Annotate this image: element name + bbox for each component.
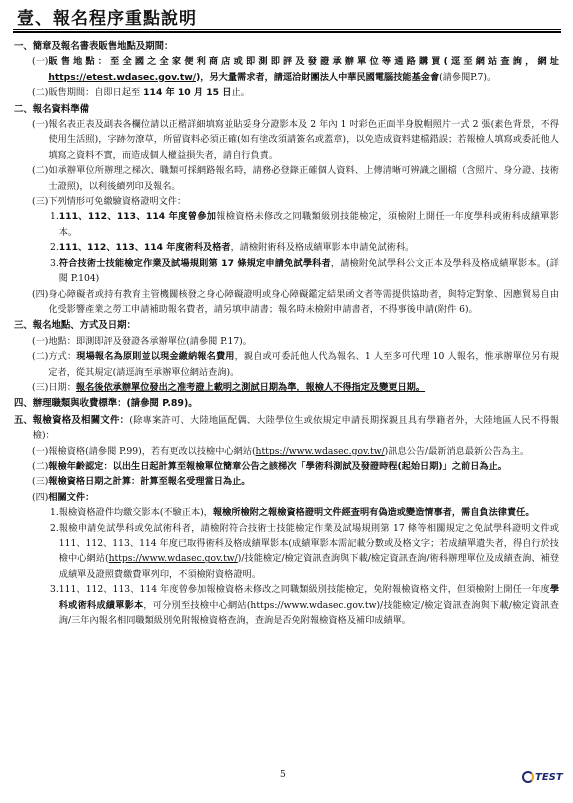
section-heading-text <box>33 396 559 411</box>
list-item <box>14 459 559 474</box>
item-text <box>59 582 559 628</box>
sub-list-item <box>14 209 559 240</box>
list-item <box>14 490 559 505</box>
section-title: 辦理職類與收費標準：(請參閱 P.89)。 <box>32 398 198 410</box>
text-run: 報名後依承辦單位發出之准考證上載明之測試日期為準，報檢人不得指定及變更日期。 <box>75 381 426 393</box>
item-text <box>48 194 559 209</box>
section-heading-text <box>33 102 559 117</box>
item-text <box>48 85 559 100</box>
title-rule-thick <box>13 31 561 33</box>
sub-list-item <box>14 256 559 287</box>
section-heading-note: (除專案許可、大陸地區配偶、大陸學位生或依規定申請長期探親且具有學籍者外，大陸地區人民不得報檢)： <box>32 414 559 442</box>
text-run: 報檢年齡認定：以出生日起計算至報檢單位簡章公告之該梯次「學術科測試及發證時程(起始日期)」之前日為止。 <box>48 460 507 472</box>
item-text <box>48 163 559 194</box>
list-item <box>14 349 559 380</box>
item-marker: (三) <box>32 476 49 488</box>
item-marker: (三) <box>32 381 49 393</box>
list-item <box>14 117 559 163</box>
item-marker: (二) <box>32 460 49 472</box>
section-marker: 五、 <box>14 414 33 426</box>
item-text <box>59 240 559 255</box>
text-run: ，親自或可委託他人代為報名、1 人至多可代理 10 人報名，惟承辦單位另有規定者，從其規定(請逕詢至承辦單位網站查詢)。 <box>48 351 560 378</box>
section-marker: 一、 <box>14 41 33 52</box>
item-marker: (三) <box>32 196 49 208</box>
text-run: ，可分別至技檢中心網站(https://www.wdasec.gov.tw)/技能檢定/檢定資訊查詢與下載/檢定資訊查詢/三年內報名相同職類級別免附報檢資格查詢，查詢是否免附報檢資格及補印成績單。 <box>58 599 559 627</box>
document-body <box>14 38 559 628</box>
list-item <box>14 287 559 318</box>
section-title: 報名資料準備 <box>32 103 90 115</box>
item-text <box>59 209 559 240</box>
list-item <box>14 54 559 85</box>
item-text <box>48 334 559 349</box>
item-text <box>48 474 559 489</box>
text-run: ，請檢附免試學科公文正本及學科及格成績單影本。(詳閱 P.104) <box>58 257 559 285</box>
text-run: 報檢所檢附之報檢資格證明文件經查明有偽造或變造情事者，需自負法律責任。 <box>212 507 535 519</box>
text-run: 販售期間：自即日起至 <box>48 87 144 99</box>
sub-list-item <box>14 240 559 255</box>
item-marker: (二) <box>32 351 49 363</box>
section <box>14 39 559 101</box>
section <box>14 102 559 318</box>
item-marker: (四) <box>32 491 49 503</box>
sub-list-item <box>14 505 559 520</box>
text-run: 地點：即測即評及發證各承辦單位(請參閱 P.17)。 <box>48 335 252 347</box>
item-marker: 1. <box>50 211 59 223</box>
item-marker: (二) <box>32 87 49 99</box>
item-marker: 2. <box>50 522 59 534</box>
list-item <box>14 474 559 489</box>
item-text <box>48 490 559 505</box>
text-run: 相關文件： <box>48 491 95 503</box>
item-text <box>48 444 559 459</box>
section-title: 簡章及報名書表販售地點及期間： <box>32 41 174 52</box>
text-run: (請參閱P.7)。 <box>439 71 497 83</box>
logo-mark-icon <box>522 771 534 783</box>
text-run: 止。 <box>231 87 250 99</box>
text-run: 111、112、113、114 年度曾參加報檢資格未修改之同職類級別技能檢定，免附報檢資格文件，但須檢附上開任一年度 <box>58 584 550 596</box>
text-run: https://etest.wdasec.gov.tw/ <box>48 71 197 83</box>
item-text <box>48 459 559 474</box>
item-text <box>48 54 559 85</box>
item-marker: (二) <box>32 165 49 177</box>
text-run: https://www.wdasec.gov.tw/ <box>255 445 385 457</box>
section-marker: 四、 <box>14 398 33 410</box>
text-run: 販售地點：至全國之全家便利商店或即測即評及發證承辦單位等通路購買(逕至網站查詢，網址 <box>48 56 559 68</box>
list-item <box>14 444 559 459</box>
text-run: 現場報名為原則並以現金繳納報名費用 <box>76 351 235 363</box>
logo-text: TEST <box>535 771 563 783</box>
list-item <box>14 380 559 395</box>
item-marker: (一) <box>32 445 49 457</box>
sub-list-item <box>14 521 559 583</box>
item-text <box>59 256 559 287</box>
section-heading <box>14 413 559 444</box>
section-marker: 三、 <box>14 320 33 332</box>
item-text <box>59 505 559 520</box>
text-run: 報檢資格(請參閱 P.99)，若有更改以技檢中心網站( <box>48 445 256 457</box>
text-run: 日期： <box>48 381 76 393</box>
text-run: 報檢資格證件均繳交影本(不驗正本)， <box>58 507 213 519</box>
title-rule-thin <box>13 29 561 30</box>
list-item <box>14 163 559 194</box>
text-run: 學科或術科成績單影本 <box>58 584 559 611</box>
section-heading-text <box>33 413 559 444</box>
text-run: 111、112、113、114 年度曾參加 <box>58 211 217 223</box>
text-run: 下列情形可免繳驗資格證明文件： <box>48 196 187 208</box>
section-heading <box>14 102 559 117</box>
item-text <box>48 349 559 380</box>
text-run: )/技能檢定/檢定資訊查詢與下載/檢定資訊查詢/術科辦理單位及成績查詢、補登成績單及證照費繳費單列印，不須檢附資格證明。 <box>58 553 560 580</box>
text-run: 報名表正表及副表各欄位請以正楷詳細填寫並貼妥身分證影本及 2 年內 1 吋彩色正面半身脫帽照片一式 2 張(素色背景，不得使用生活照)，字跡勿潦草，所留資料必須正確(如有塗改須請簽名或蓋章)，以免造成資料建檔錯誤；若報檢人填寫或委託他人填寫之資料不實，而造成個人權益損失者，請自行負責。 <box>48 119 559 161</box>
etest-logo <box>522 771 563 783</box>
item-text <box>48 117 559 163</box>
page-title: 壹、報名程序重點說明 <box>17 9 197 29</box>
list-item <box>14 334 559 349</box>
text-run: 報檢申請免試學科或免試術科者，請檢附符合技術士技能檢定作業及試場規則第 17 條等相關規定之免試學科證明文件或 111、112、113、114 年度已取得術科及格成績單影本(成績單影本需記載分數或及格文字；若成績單遺失者，得自行於技檢中心網站( <box>58 522 559 565</box>
list-item <box>14 194 559 209</box>
text-run: 111、112、113、114 年度術科及格者 <box>58 242 231 254</box>
text-run: 114 年 10 月 15 日 <box>143 87 232 99</box>
item-marker: 1. <box>50 507 59 519</box>
item-marker: (一) <box>32 335 49 347</box>
section <box>14 318 559 395</box>
item-text <box>48 287 559 318</box>
section-title: 報名地點、方式及日期： <box>32 320 136 332</box>
item-marker: 2. <box>50 242 59 254</box>
text-run: 如承辦單位所辦理之梯次、職類可採網路報名時，請務必登錄正確個人資料、上傳清晰可辨識之圖檔（含照片、身分證、技術士證照)，以利後續列印及報名。 <box>48 165 559 192</box>
section-marker: 二、 <box>14 103 33 115</box>
text-run: ，請檢附術科及格成績單影本申請免試術科。 <box>230 242 415 254</box>
item-marker: (一) <box>32 119 49 131</box>
page-number: 5 <box>280 770 286 780</box>
section-heading <box>14 318 559 333</box>
sub-list-item <box>14 582 559 628</box>
item-text <box>48 380 559 395</box>
text-run: 符合技術士技能檢定作業及試場規則第 17 條規定申請免試學科者 <box>58 257 331 269</box>
item-text <box>59 521 559 583</box>
text-run: 報檢資格日期之計算：計算至報名受理當日為止。 <box>48 476 251 488</box>
text-run: 報檢資格未修改之同職類級別技能檢定，須檢附上開任一年度學科或術科成績單影本。 <box>58 211 559 238</box>
section <box>14 396 559 411</box>
section <box>14 413 559 629</box>
section-heading <box>14 39 559 54</box>
text-run: https://www.wdasec.gov.tw/ <box>108 553 238 565</box>
section-heading <box>14 396 559 411</box>
section-heading-text <box>33 318 559 333</box>
section-title: 報檢資格及相關文件： <box>32 414 130 426</box>
item-marker: (四) <box>32 288 49 300</box>
text-run: 方式： <box>48 351 77 363</box>
item-marker: (一) <box>32 56 49 68</box>
text-run: 身心障礙者或持有教育主管機關核發之身心障礙證明或身心障礙鑑定結果函文者等需提供協助者，與特定對象、因應貿易自由化受影響產業之勞工申請補助報名費者，請另填申請書；報名時未檢附申請書者，不得事後申請(附件 6)。 <box>48 288 559 315</box>
item-marker: 3. <box>50 584 59 596</box>
list-item <box>14 85 559 100</box>
section-heading-text <box>33 39 559 54</box>
text-run: )訊息公告/最新消息最新公告為主。 <box>384 445 530 457</box>
text-run: )，另大量需求者，請逕洽財團法人中華民國電腦技能基金會 <box>196 71 440 83</box>
item-marker: 3. <box>50 257 59 269</box>
